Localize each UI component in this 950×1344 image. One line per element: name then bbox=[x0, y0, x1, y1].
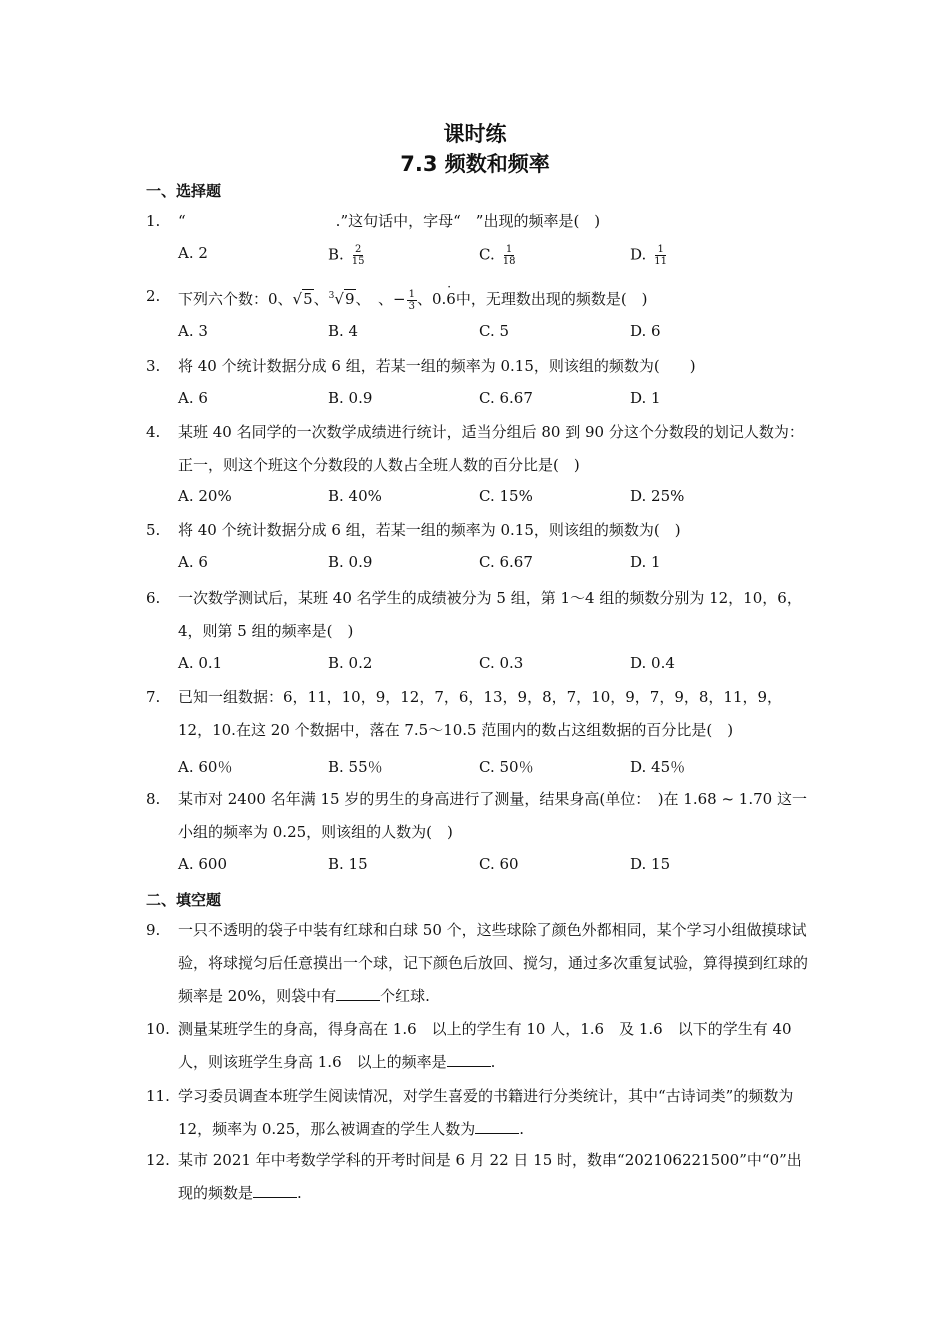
option-b: B. 4 bbox=[328, 322, 359, 340]
question-7 bbox=[146, 681, 811, 747]
option-c: C. 60 bbox=[479, 855, 519, 873]
option-c: C. 5 bbox=[479, 322, 510, 340]
option-a: A. 3 bbox=[178, 322, 208, 340]
option-d: D. 15 bbox=[630, 855, 671, 873]
question-2 bbox=[146, 280, 811, 316]
option-b: B. 40% bbox=[328, 487, 382, 505]
option-d: D. 25% bbox=[630, 487, 685, 505]
cube-root: $^3$√9 bbox=[328, 290, 355, 308]
option-c: C. 6.67 bbox=[479, 389, 533, 407]
square-root: √5 bbox=[292, 290, 313, 308]
question-number: 2. bbox=[146, 287, 161, 305]
question-text: 学习委员调查本班学生阅读情况，对学生喜爱的书籍进行分类统计，其中“古诗词类”的频数为 12，频率为 0.25，那么被调查的学生人数为 . bbox=[178, 1087, 794, 1138]
answer-blank[interactable] bbox=[336, 1000, 380, 1001]
option-d: D. 6 bbox=[630, 322, 661, 340]
question-6 bbox=[146, 582, 811, 648]
question-text: 某市对 2400 名年满 15 岁的男生的身高进行了测量，结果身高(单位： )在 1.68 ~ 1.70 这一小组的频率为 0.25，则该组的人数为( ) bbox=[178, 790, 807, 841]
question-text: 测量某班学生的身高，得身高在 1.6 以上的学生有 10 人，1.6 及 1.6 以下的学生有 40 人，则该班学生身高 1.6 以上的频率是 . bbox=[178, 1020, 792, 1071]
question-number: 6. bbox=[146, 589, 161, 607]
option-d: D. $\frac{1}{11}$ bbox=[630, 244, 667, 267]
question-text: 将 40 个统计数据分成 6 组，若某一组的频率为 0.15，则该组的频数为( ) bbox=[178, 521, 681, 539]
question-number: 11. bbox=[146, 1087, 170, 1105]
option-d: D. 45％ bbox=[630, 758, 686, 776]
question-11 bbox=[146, 1080, 811, 1146]
question-3 bbox=[146, 350, 811, 383]
option-b: B. 0.9 bbox=[328, 389, 373, 407]
question-text: 将 40 个统计数据分成 6 组，若某一组的频率为 0.15，则该组的频数为( ) bbox=[178, 357, 696, 375]
question-text: 下列六个数：0、√5、$^3$√9、 、− $\frac{1}{3}$ 、0.· 6中，无理数出现的频数是( ) bbox=[178, 280, 811, 316]
question-12 bbox=[146, 1144, 811, 1210]
option-c: C. 50％ bbox=[479, 758, 534, 776]
options-1 bbox=[178, 244, 818, 274]
page-title: 课时练 bbox=[443, 122, 507, 146]
question-number: 4. bbox=[146, 423, 161, 441]
question-text: “ .”这句话中，字母“ ”出现的频率是( ) bbox=[178, 212, 601, 230]
option-b: B. 0.2 bbox=[328, 654, 373, 672]
option-a: A. 600 bbox=[178, 855, 227, 873]
option-c: C. $\frac{1}{18}$ bbox=[479, 244, 516, 267]
option-a: A. 0.1 bbox=[178, 654, 223, 672]
question-text: 一次数学测试后，某班 40 名学生的成绩被分为 5 组，第 1～4 组的频数分别为 12，10，6，4，则第 5 组的频率是( ) bbox=[178, 589, 802, 640]
repeating-dot: · 6 bbox=[446, 283, 456, 316]
options-8 bbox=[178, 855, 818, 885]
fraction: $\frac{1}{18}$ bbox=[502, 244, 516, 267]
question-text: 已知一组数据：6，11，10，9，12，7，6，13，9，8，7，10，9，7，9，8，11，9，12，10.在这 20 个数据中，落在 7.5～10.5 范围内的数占这组数据的百分比是( ) bbox=[178, 688, 783, 739]
question-10 bbox=[146, 1013, 811, 1079]
question-number: 7. bbox=[146, 688, 161, 706]
option-c: C. 0.3 bbox=[479, 654, 524, 672]
section-heading-fill: 二、填空题 bbox=[146, 891, 222, 909]
question-number: 8. bbox=[146, 790, 161, 808]
question-number: 1. bbox=[146, 212, 161, 230]
section-heading-choice: 一、选择题 bbox=[146, 182, 222, 200]
question-text: 一只不透明的袋子中装有红球和白球 50 个，这些球除了颜色外都相同，某个学习小组做摸球试验，将球搅匀后任意摸出一个球，记下颜色后放回、搅匀，通过多次重复试验，算得摸到红球的频率是 20%，则袋中有 个红球. bbox=[178, 921, 809, 1005]
option-b: B. 0.9 bbox=[328, 553, 373, 571]
question-1 bbox=[146, 205, 811, 238]
question-number: 9. bbox=[146, 921, 161, 939]
option-a: A. 20% bbox=[178, 487, 232, 505]
option-b: B. 15 bbox=[328, 855, 368, 873]
fraction: $\frac{2}{15}$ bbox=[351, 244, 365, 267]
answer-blank[interactable] bbox=[253, 1197, 297, 1198]
question-number: 10. bbox=[146, 1020, 170, 1038]
page-subtitle: 7.3 频数和频率 bbox=[400, 152, 550, 176]
option-c: C. 15% bbox=[479, 487, 533, 505]
question-8 bbox=[146, 783, 811, 849]
option-d: D. 0.4 bbox=[630, 654, 675, 672]
options-2 bbox=[178, 322, 818, 352]
question-number: 3. bbox=[146, 357, 161, 375]
question-number: 5. bbox=[146, 521, 161, 539]
question-number: 12. bbox=[146, 1151, 170, 1169]
options-5 bbox=[178, 553, 818, 583]
option-b: B. 55％ bbox=[328, 758, 383, 776]
question-4 bbox=[146, 416, 811, 482]
question-text: 某班 40 名同学的一次数学成绩进行统计，适当分组后 80 到 90 分这个分数段的划记人数为：正一，则这个班这个分数段的人数占全班人数的百分比是( ) bbox=[178, 423, 804, 474]
option-a: A. 6 bbox=[178, 553, 208, 571]
option-d: D. 1 bbox=[630, 389, 661, 407]
question-9 bbox=[146, 914, 811, 1013]
option-a: A. 6 bbox=[178, 389, 208, 407]
answer-blank[interactable] bbox=[447, 1066, 491, 1067]
option-a: A. 60％ bbox=[178, 758, 233, 776]
options-4 bbox=[178, 487, 818, 517]
question-text: 某市 2021 年中考数学学科的开考时间是 6 月 22 日 15 时，数串“202106221500”中“0”出现的频数是 . bbox=[178, 1151, 802, 1202]
options-7 bbox=[178, 756, 818, 786]
fraction: $\frac{1}{3}$ bbox=[408, 288, 415, 312]
option-a: A. 2 bbox=[178, 244, 208, 262]
options-3 bbox=[178, 389, 818, 419]
options-6 bbox=[178, 654, 818, 684]
fraction: $\frac{1}{11}$ bbox=[654, 244, 667, 267]
option-b: B. $\frac{2}{15}$ bbox=[328, 244, 365, 267]
option-d: D. 1 bbox=[630, 553, 661, 571]
option-c: C. 6.67 bbox=[479, 553, 533, 571]
answer-blank[interactable] bbox=[475, 1133, 519, 1134]
question-5 bbox=[146, 514, 811, 547]
